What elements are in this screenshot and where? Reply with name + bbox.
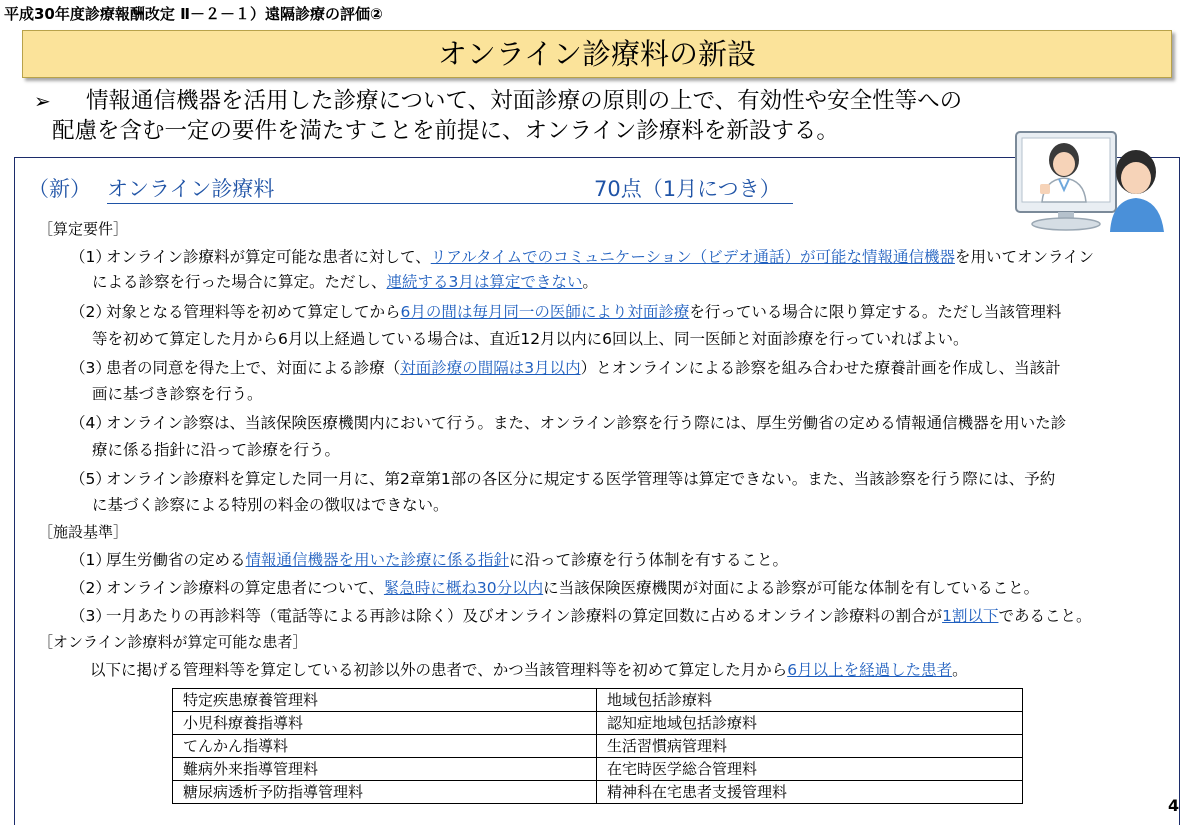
table-cell: 小児科療養指導料: [173, 712, 597, 735]
table-row: [173, 712, 1023, 735]
table-cell: 在宅時医学総合管理料: [597, 758, 1023, 781]
requirement-item: （5）オンライン診療料を算定した同一月に、第2章第1部の各区分に規定する医学管理等は算定できない。また、当該診察を行う際には、予約: [70, 470, 1056, 488]
title-banner: [22, 30, 1172, 78]
table-cell: 精神科在宅患者支援管理料: [597, 781, 1023, 804]
requirement-item-cont: 療に係る指針に沿って診療を行う。: [92, 441, 341, 459]
requirement-item: （2）対象となる管理料等を初めて算定してから6月の間は毎月同一の医師により対面診療を行っている場合に限り算定する。ただし当該管理料: [70, 303, 1062, 321]
emphasis-link: 6月の間は毎月同一の医師により対面診療: [400, 303, 690, 321]
online-consultation-icon: [1012, 126, 1170, 232]
facility-item: （2）オンライン診療料の算定患者について、緊急時に概ね30分以内に当該保険医療機関が対面による診察が可能な体制を有していること。: [70, 579, 1040, 597]
table-cell: 認知症地域包括診療料: [597, 712, 1023, 735]
requirement-item-cont: 画に基づき診察を行う。: [92, 385, 263, 403]
slide-context: 平成30年度診療報酬改定 Ⅱ－２－１）遠隔診療の評価②: [4, 5, 383, 23]
lead-line-1: 情報通信機器を活用した診療について、対面診療の原則の上で、有効性や安全性等への: [86, 88, 963, 114]
emphasis-link: 6月以上を経過した患者: [787, 661, 953, 679]
table-cell: 特定疾患療養管理料: [173, 689, 597, 712]
table-row: [173, 689, 1023, 712]
facility-item: （3）一月あたりの再診料等（電話等による再診は除く）及びオンライン診療料の算定回数に占めるオンライン診療料の割合が1割以下であること。: [70, 607, 1092, 625]
emphasis-link: 連続する3月は算定できない: [386, 273, 583, 291]
fee-name: オンライン診療料: [107, 175, 793, 204]
patients-description: 以下に掲げる管理料等を算定している初診以外の患者で、かつ当該管理料等を初めて算定した月から6月以上を経過した患者。: [90, 661, 968, 679]
emphasis-link: 対面診療の間隔は3月以内: [400, 359, 581, 377]
table-row: [173, 758, 1023, 781]
requirement-item-cont: による診察を行った場合に算定。ただし、連続する3月は算定できない。: [92, 273, 598, 291]
table-cell: 地域包括診療料: [597, 689, 1023, 712]
bullet-arrow-icon: ➢: [34, 89, 51, 113]
lead-text: [34, 86, 1154, 146]
lead-line-2: 配慮を含む一定の要件を満たすことを前提に、オンライン診療料を新設する。: [52, 118, 839, 144]
table-cell: 糖尿病透析予防指導管理料: [173, 781, 597, 804]
table-row: [173, 735, 1023, 758]
requirement-item-cont: 等を初めて算定した月から6月以上経過している場合は、直近12月以内に6回以上、同一医師と対面診療を行っていればよい。: [92, 330, 969, 348]
emphasis-link: 1割以下: [942, 607, 999, 625]
requirements-heading: ［算定要件］: [38, 220, 129, 238]
emphasis-link: 情報通信機器を用いた診療に係る指針: [245, 551, 510, 569]
emphasis-link: リアルタイムでのコミュニケーション（ビデオ通話）が可能な情報通信機器: [430, 248, 955, 266]
page-title: オンライン診療料の新設: [437, 37, 757, 71]
table-cell: 生活習慣病管理料: [597, 735, 1023, 758]
requirement-item: （4）オンライン診察は、当該保険医療機関内において行う。また、オンライン診察を行う際には、厚生労働省の定める情報通信機器を用いた診: [70, 414, 1067, 432]
table-cell: てんかん指導料: [173, 735, 597, 758]
facility-heading: ［施設基準］: [38, 523, 129, 541]
emphasis-link: 緊急時に概ね30分以内: [383, 579, 544, 597]
table-cell: 難病外来指導管理料: [173, 758, 597, 781]
requirement-item: （3）患者の同意を得た上で、対面による診療（対面診療の間隔は3月以内）とオンラインによる診察を組み合わせた療養計画を作成し、当該計: [70, 359, 1061, 377]
facility-item: （1）厚生労働省の定める情報通信機器を用いた診療に係る指針に沿って診療を行う体制を有すること。: [70, 551, 789, 569]
patients-heading: ［オンライン診療料が算定可能な患者］: [38, 633, 308, 651]
requirement-item-cont: に基づく診察による特別の料金の徴収はできない。: [92, 496, 449, 514]
eligible-fees-table: [172, 688, 1023, 804]
requirement-item: （1）オンライン診療料が算定可能な患者に対して、リアルタイムでのコミュニケーション（ビデオ通話）が可能な情報通信機器を用いてオンライン: [70, 248, 1094, 266]
table-row: [173, 781, 1023, 804]
fee-heading: [28, 175, 781, 203]
new-label: （新）: [28, 177, 91, 201]
fee-points: 70点（1月につき）: [594, 177, 781, 201]
page-number: 4: [1168, 796, 1180, 815]
